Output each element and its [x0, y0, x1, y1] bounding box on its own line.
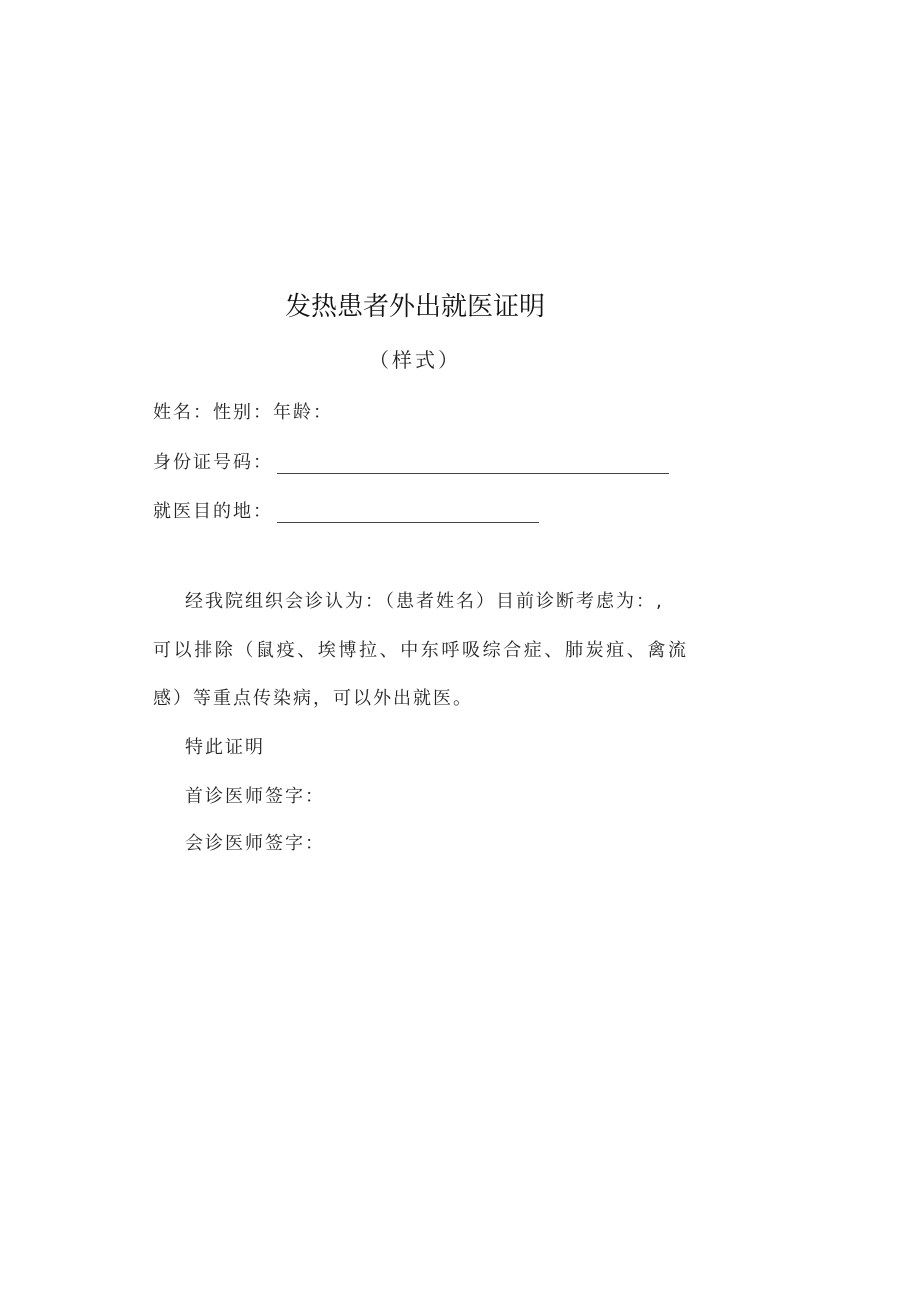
certify-text: 特此证明	[185, 737, 265, 758]
name-sex-age-line	[153, 398, 333, 424]
consult-doctor-signature: 会诊医师签字：	[185, 833, 325, 854]
body-line-1: 经我院组织会诊认为：（患者姓名）目前诊断考虑为：,	[185, 591, 664, 612]
id-number-blank	[277, 455, 669, 474]
body-line-2: 可以排除（鼠疫、埃博拉、中东呼吸综合症、肺炭疽、禽流	[153, 640, 689, 661]
destination-blank	[277, 504, 539, 523]
id-number-label: 身份证号码：	[153, 452, 273, 473]
destination-line	[153, 497, 539, 523]
destination-label: 就医目的地：	[153, 501, 273, 522]
id-number-line	[153, 448, 669, 474]
name-sex-age-label: 姓名：性别：年龄：	[153, 402, 333, 423]
first-doctor-signature: 首诊医师签字：	[185, 786, 325, 807]
document-subtitle: （样式）	[369, 348, 461, 372]
body-line-3: 感）等重点传染病，可以外出就医。	[153, 688, 473, 709]
document-title: 发热患者外出就医证明	[284, 292, 545, 322]
